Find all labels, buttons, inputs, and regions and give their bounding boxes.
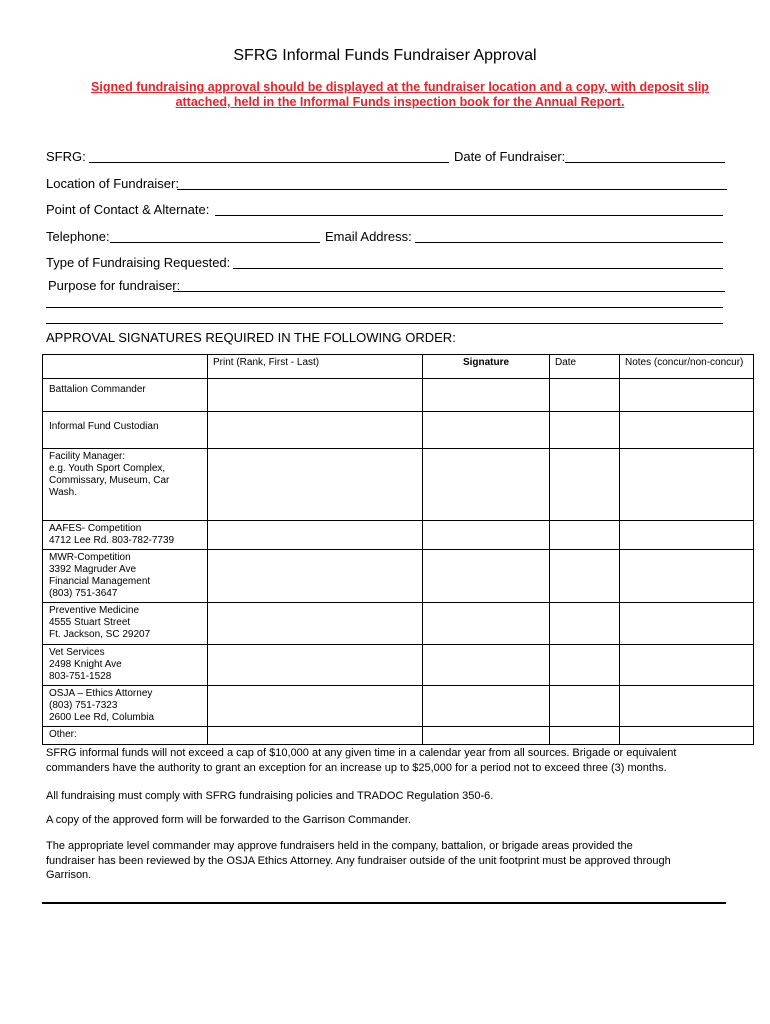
cap-paragraph: SFRG informal funds will not exceed a cap of $10,000 at any given time in a calendar year from all sources. Brigade or equivalent commanders have the authority to grant an exception for an increase up to $25,000 for a period not to exceed three (3) months. <box>46 747 677 774</box>
date-cell[interactable] <box>550 603 620 645</box>
approval-signatures-table <box>42 354 754 745</box>
print-cell[interactable] <box>208 686 423 727</box>
table-header-row <box>43 355 754 379</box>
telephone-field[interactable] <box>110 242 320 243</box>
notice-line-1: Signed fundraising approval should be displayed at the fundraiser location and a copy, with deposit slip <box>91 80 709 94</box>
row-role-osja: OSJA – Ethics Attorney (803) 751-7323 2600 Lee Rd, Columbia <box>43 686 208 727</box>
purpose-label: Purpose for fundraiser: <box>48 278 181 293</box>
signature-cell[interactable] <box>423 550 550 603</box>
signature-cell[interactable] <box>423 686 550 727</box>
date-cell[interactable] <box>550 521 620 550</box>
signature-cell[interactable] <box>423 727 550 745</box>
notes-cell[interactable] <box>620 379 754 412</box>
purpose-field-line-3[interactable] <box>46 323 723 324</box>
print-cell[interactable] <box>208 412 423 449</box>
purpose-field[interactable] <box>173 291 725 292</box>
signature-cell[interactable] <box>423 412 550 449</box>
row-role-battalion-commander: Battalion Commander <box>43 379 208 412</box>
table-row <box>43 603 754 645</box>
notes-cell[interactable] <box>620 603 754 645</box>
header-notes: Notes (concur/non-concur) <box>620 355 754 379</box>
date-cell[interactable] <box>550 449 620 521</box>
display-notice <box>80 80 720 110</box>
row-role-vet-services: Vet Services 2498 Knight Ave 803-751-1528 <box>43 645 208 686</box>
email-field[interactable] <box>415 242 723 243</box>
notes-cell[interactable] <box>620 449 754 521</box>
bottom-divider <box>42 902 726 904</box>
form-title: SFRG Informal Funds Fundraiser Approval <box>233 47 537 64</box>
table-row <box>43 550 754 603</box>
table-row <box>43 645 754 686</box>
signature-cell[interactable] <box>423 449 550 521</box>
signature-cell[interactable] <box>423 379 550 412</box>
print-cell[interactable] <box>208 603 423 645</box>
signature-cell[interactable] <box>423 521 550 550</box>
date-label: Date of Fundraiser: <box>454 149 566 164</box>
type-field[interactable] <box>233 268 723 269</box>
table-row <box>43 727 754 745</box>
notes-cell[interactable] <box>620 412 754 449</box>
date-cell[interactable] <box>550 412 620 449</box>
purpose-field-line-2[interactable] <box>46 307 723 308</box>
sfrg-field[interactable] <box>89 162 449 163</box>
approval-authority-paragraph: The appropriate level commander may approve fundraisers held in the company, battalion, or brigade areas provided the fundraiser has been reviewed by the OSJA Ethics Attorney. Any fundraiser outside of the unit footprint must be approved through Garrison. <box>46 840 671 881</box>
date-cell[interactable] <box>550 686 620 727</box>
table-row <box>43 412 754 449</box>
location-field[interactable] <box>177 189 727 190</box>
type-label: Type of Fundraising Requested: <box>46 255 231 270</box>
date-cell[interactable] <box>550 727 620 745</box>
date-cell[interactable] <box>550 550 620 603</box>
date-field[interactable] <box>565 162 725 163</box>
table-row <box>43 686 754 727</box>
date-cell[interactable] <box>550 645 620 686</box>
signature-cell[interactable] <box>423 645 550 686</box>
header-role <box>43 355 208 379</box>
print-cell[interactable] <box>208 521 423 550</box>
header-date: Date <box>550 355 620 379</box>
row-role-mwr: MWR-Competition 3392 Magruder Ave Financial Management (803) 751-3647 <box>43 550 208 603</box>
compliance-paragraph: All fundraising must comply with SFRG fundraising policies and TRADOC Regulation 350-6. <box>46 790 494 802</box>
contact-label: Point of Contact & Alternate: <box>46 202 210 217</box>
notice-line-2: attached, held in the Informal Funds inspection book for the Annual Report. <box>175 95 625 109</box>
email-label: Email Address: <box>325 229 412 244</box>
header-print: Print (Rank, First - Last) <box>208 355 423 379</box>
row-role-preventive-medicine: Preventive Medicine 4555 Stuart Street Ft. Jackson, SC 29207 <box>43 603 208 645</box>
table-row <box>43 521 754 550</box>
row-role-informal-fund-custodian: Informal Fund Custodian <box>43 412 208 449</box>
row-role-aafes: AAFES- Competition 4712 Lee Rd. 803-782-7739 <box>43 521 208 550</box>
sfrg-label: SFRG: <box>46 149 86 164</box>
print-cell[interactable] <box>208 550 423 603</box>
signature-cell[interactable] <box>423 603 550 645</box>
notes-cell[interactable] <box>620 521 754 550</box>
print-cell[interactable] <box>208 379 423 412</box>
notes-cell[interactable] <box>620 727 754 745</box>
print-cell[interactable] <box>208 727 423 745</box>
date-cell[interactable] <box>550 379 620 412</box>
approval-heading: APPROVAL SIGNATURES REQUIRED IN THE FOLLOWING ORDER: <box>46 330 456 345</box>
print-cell[interactable] <box>208 645 423 686</box>
row-role-facility-manager: Facility Manager: e.g. Youth Sport Complex, Commissary, Museum, Car Wash. <box>43 449 208 521</box>
notes-cell[interactable] <box>620 645 754 686</box>
notes-cell[interactable] <box>620 550 754 603</box>
header-signature: Signature <box>423 355 550 379</box>
telephone-label: Telephone: <box>46 229 110 244</box>
location-label: Location of Fundraiser: <box>46 176 179 191</box>
notes-cell[interactable] <box>620 686 754 727</box>
contact-field[interactable] <box>215 215 723 216</box>
table-row <box>43 379 754 412</box>
print-cell[interactable] <box>208 449 423 521</box>
copy-paragraph: A copy of the approved form will be forwarded to the Garrison Commander. <box>46 814 412 826</box>
row-role-other: Other: <box>43 727 208 745</box>
table-row <box>43 449 754 521</box>
